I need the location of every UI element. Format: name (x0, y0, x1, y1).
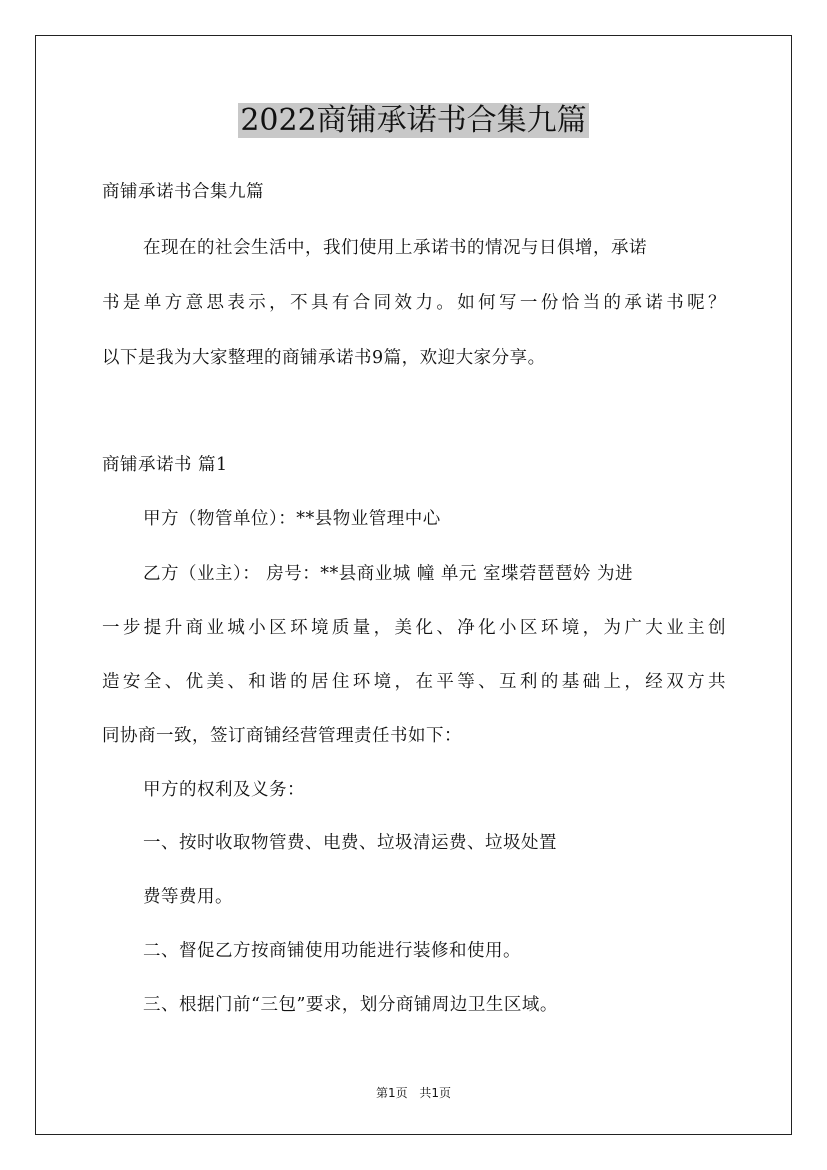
document-title-text: 2022商铺承诺书合集九篇 (240, 103, 587, 138)
page-number: 第1页 (375, 1086, 408, 1100)
party-a: 甲方（物管单位）：**县物业管理中心 (143, 509, 441, 529)
party-b-line-4: 同协商一致，签订商铺经营管理责任书如下： (102, 726, 462, 746)
rights-heading: 甲方的权利及义务： (143, 780, 305, 800)
item-1-line-2: 费等费用。 (143, 887, 233, 907)
intro-line-2: 书是单方意思表示，不具有合同效力。如何写一份恰当的承诺书呢？ (102, 293, 726, 313)
document-title (0, 100, 827, 142)
page-total: 共1页 (419, 1086, 452, 1100)
party-b-line-3: 造安全、优美、和谐的居住环境，在平等、互利的基础上，经双方共 (102, 672, 726, 692)
page-footer (0, 1084, 827, 1101)
section-heading: 商铺承诺书 篇1 (102, 455, 228, 475)
intro-line-1: 在现在的社会生活中，我们使用上承诺书的情况与日俱增，承诺 (143, 238, 647, 258)
item-1-line-1: 一、按时收取物管费、电费、垃圾清运费、垃圾处置 (143, 833, 557, 853)
subtitle: 商铺承诺书合集九篇 (102, 182, 264, 202)
item-2: 二、督促乙方按商铺使用功能进行装修和使用。 (143, 941, 521, 961)
intro-line-3: 以下是我为大家整理的商铺承诺书9篇，欢迎大家分享。 (102, 348, 546, 368)
party-b-line-1: 乙方（业主）： 房号：**县商业城 幢 单元 室堞菪琶琶妗 为进 (143, 564, 634, 584)
item-3: 三、根据门前“三包”要求，划分商铺周边卫生区域。 (143, 995, 558, 1015)
party-b-line-2: 一步提升商业城小区环境质量，美化、净化小区环境，为广大业主创 (102, 618, 726, 638)
